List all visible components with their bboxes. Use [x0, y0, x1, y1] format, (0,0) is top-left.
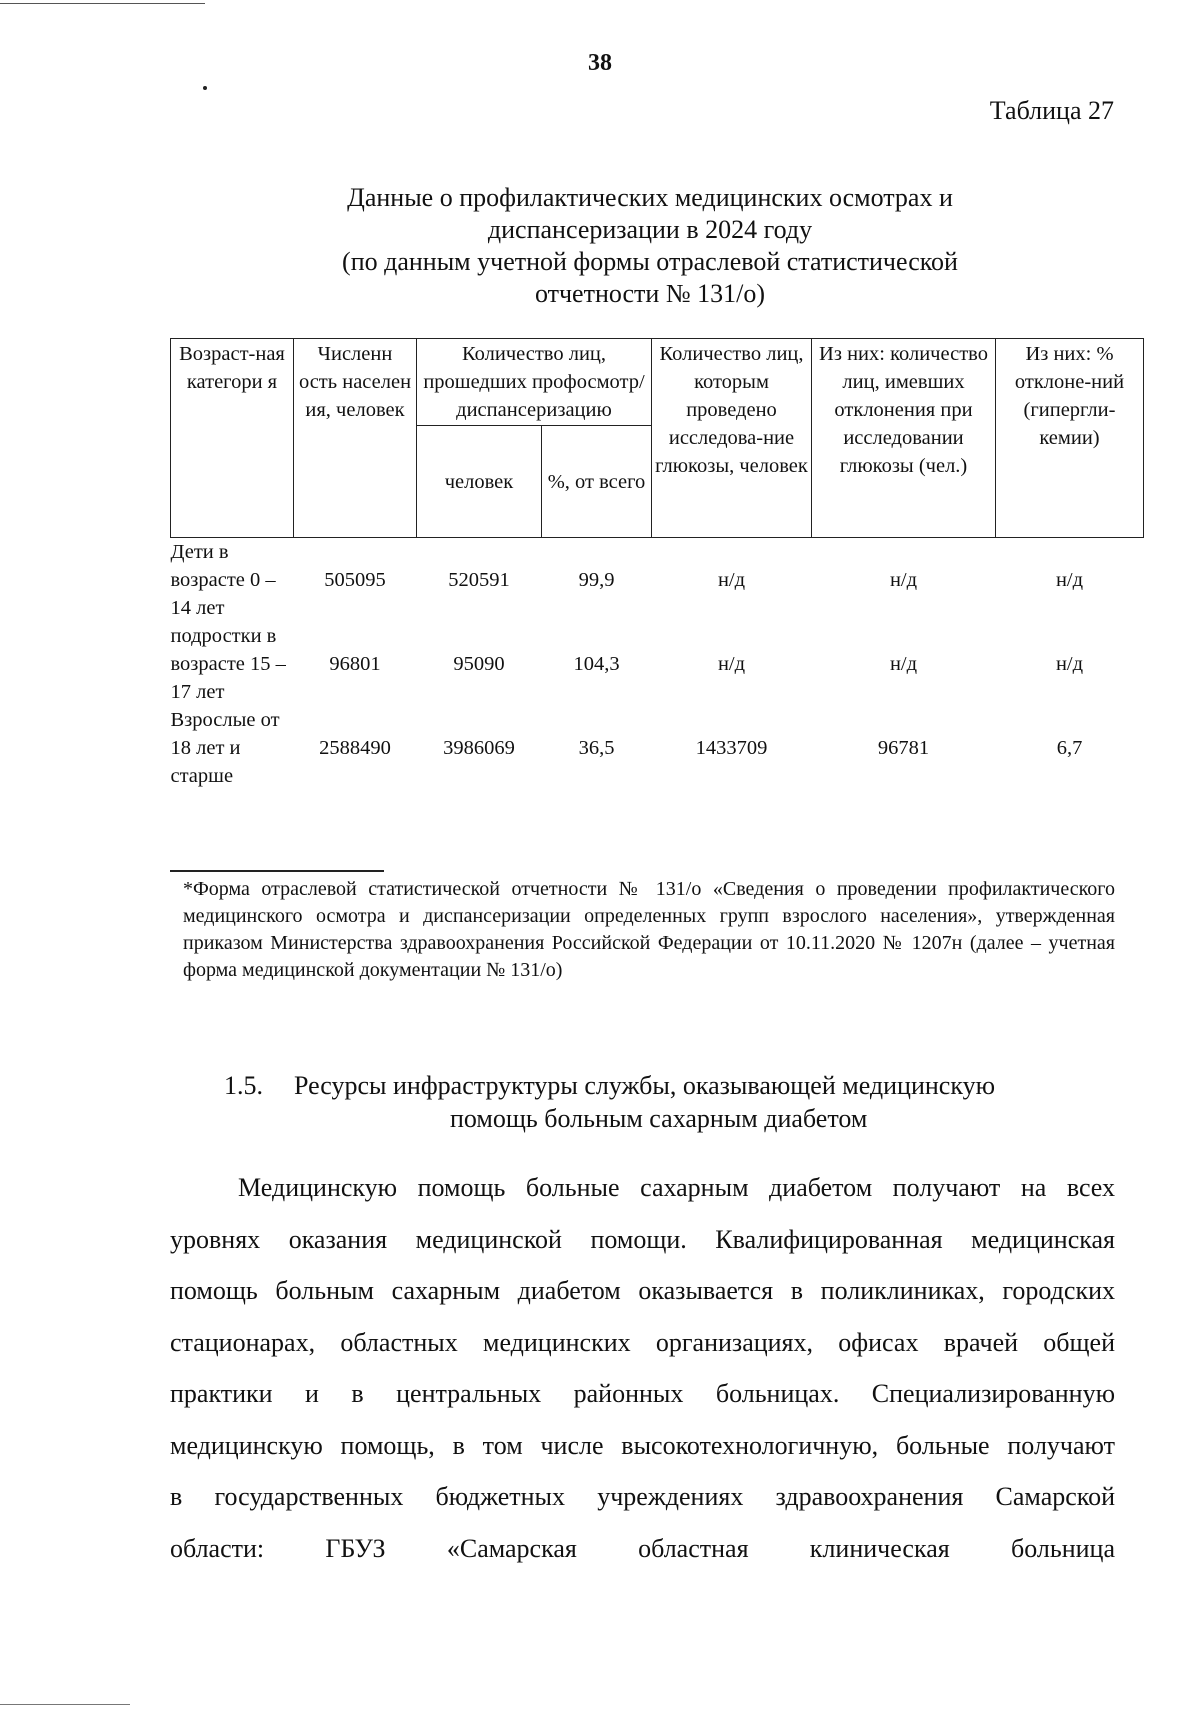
cell-population: 2588490: [319, 737, 391, 759]
cell-glucose-tested: н/д: [717, 569, 746, 591]
header-passed-percent: %, от всего: [542, 426, 652, 538]
scan-speck: [203, 86, 207, 90]
cell-deviation-percent: н/д: [1055, 653, 1084, 675]
header-population: Численн ость населен ия, человек: [294, 339, 417, 538]
cell-passed-percent: 36,5: [578, 737, 615, 759]
table-row: [171, 706, 1144, 790]
section-number: 1.5.: [224, 1071, 263, 1100]
table-row: [171, 538, 1144, 623]
caption-line: отчетности № 131/о): [534, 279, 766, 308]
cell-passed-people: 3986069: [443, 737, 515, 759]
paragraph-line: медицинскую помощь, в том числе высокотехнологичную, больные получают: [170, 1430, 1115, 1460]
cell-deviation-percent: 6,7: [1056, 737, 1083, 759]
header-deviations: Из них: количество лиц, имевших отклонения при исследовании глюкозы (чел.): [812, 339, 996, 538]
cell-category: Взрослые от 18 лет и старше: [170, 709, 280, 787]
footnote-rule: [170, 870, 384, 872]
table-caption: [240, 182, 1060, 310]
table-row: [171, 622, 1144, 706]
section-title-line: помощь больным сахарным диабетом: [450, 1104, 868, 1133]
cell-category: подростки в возрасте 15 – 17 лет: [170, 625, 286, 703]
paragraph-line: помощь больным сахарным диабетом оказывается в поликлиниках, городских: [170, 1276, 1115, 1305]
paragraph-line: практики и в центральных районных больницах. Специализированную: [170, 1379, 1115, 1408]
cell-category: Дети в возрасте 0 – 14 лет: [170, 541, 276, 619]
header-age-category: Возраст-ная категори я: [171, 339, 294, 538]
cell-deviations: н/д: [889, 569, 918, 591]
cell-glucose-tested: н/д: [717, 653, 746, 675]
paragraph-line: уровнях оказания медицинской помощи. Квалифицированная медицинская: [170, 1224, 1115, 1254]
body-paragraph: [170, 1162, 1115, 1574]
cell-passed-percent: 99,9: [578, 569, 615, 591]
footnote: *Форма отраслевой статистической отчетности № 131/о «Сведения о проведении профилактического медицинского осмотра и диспансеризации определенных групп взрослого населения», утвержденная приказом Министерства здравоохранения Российской Федерации от 10.11.2020 № 1207н (далее – учетная форма медицинской документации № 131/о): [183, 878, 1115, 981]
cell-passed-people: 520591: [448, 569, 510, 591]
header-deviation-percent: Из них: % отклоне-ний (гипергли-кемии): [996, 339, 1144, 538]
header-passed-people: человек: [417, 426, 542, 538]
cell-passed-percent: 104,3: [573, 653, 620, 675]
header-glucose-tested: Количество лиц, которым проведено исследова-ние глюкозы, человек: [652, 339, 812, 538]
paragraph-line: области: ГБУЗ «Самарская областная клиническая больница: [170, 1533, 1115, 1563]
paragraph-line: Медицинскую помощь больные сахарным диабетом получают на всех: [238, 1173, 1115, 1202]
caption-line: Данные о профилактических медицинских осмотрах и: [347, 183, 953, 212]
table-label: Таблица 27: [989, 96, 1114, 125]
paragraph-line: в государственных бюджетных учреждениях здравоохранения Самарской: [170, 1482, 1115, 1511]
cell-population: 96801: [329, 653, 381, 675]
screening-table: [170, 338, 1144, 790]
cell-deviation-percent: н/д: [1055, 569, 1084, 591]
caption-line: (по данным учетной формы отраслевой статистической: [342, 247, 958, 276]
section-title-line: Ресурсы инфраструктуры службы, оказывающей медицинскую: [294, 1071, 996, 1100]
cell-deviations: н/д: [889, 653, 918, 675]
header-passed-screening: Количество лиц, прошедших профосмотр/ диспансеризацию: [417, 339, 652, 426]
scan-edge-top: [0, 3, 205, 4]
cell-deviations: 96781: [877, 737, 930, 759]
scan-edge-bottom: [0, 1704, 130, 1705]
cell-passed-people: 95090: [453, 653, 505, 675]
page-number: 38: [588, 50, 612, 76]
cell-glucose-tested: 1433709: [695, 737, 768, 759]
caption-line: диспансеризации в 2024 году: [487, 215, 813, 244]
cell-population: 505095: [324, 569, 386, 591]
paragraph-line: стационарах, областных медицинских организациях, офисах врачей общей: [170, 1327, 1115, 1357]
